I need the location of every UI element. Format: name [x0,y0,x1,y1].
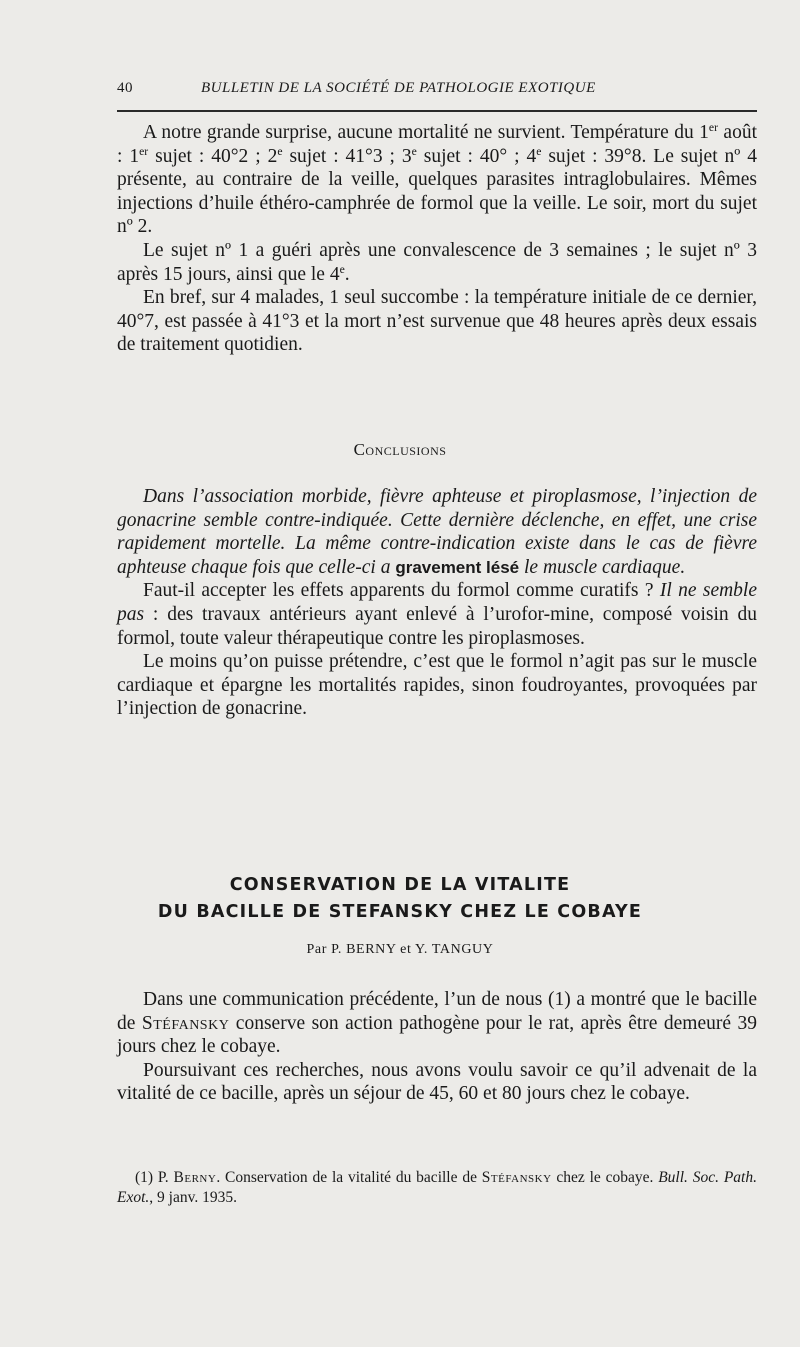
conclusions-heading: Conclusions [353,440,447,459]
intro-paragraph-3: En bref, sur 4 malades, 1 seul succombe : la température initiale de ce dernier, 40°7, est passée à 41°3 et la mort n’est survenue que 48 heures après deux essais de traitement quotidien. [117,287,757,356]
conclusions-paragraph-2: Faut-il accepter les effets apparents du formol comme curatifs ? Il ne semble pas : des travaux antérieurs ayant enlevé à l’urofor-mine, composé voisin du formol, toute valeur thérapeutique contre les piroplasmoses. [117,580,758,649]
article-paragraph-2: Poursuivant ces recherches, nous avons voulu savoir ce qu’il advenait de la vitalité de ce bacille, après un séjour de 45, 60 et 80 jours chez le cobaye. [117,1059,757,1105]
footnote [117,1168,757,1208]
page-number: 40 [117,80,133,96]
intro-section [117,121,757,357]
intro-paragraph-2: Le sujet nº 1 a guéri après une convalescence de 3 semaines ; le sujet nº 3 après 15 jours, ainsi que le 4e. [117,239,757,285]
article-title-line-1: CONSERVATION DE LA VITALITE [229,875,571,895]
article-paragraph-1: Dans une communication précédente, l’un de nous (1) a montré que le bacille de Stéfansky conserve son action pathogène pour le rat, après être demeuré 39 jours chez le cobaye. [117,989,757,1058]
running-header [117,80,757,106]
article-title-line-2: DU BACILLE DE STEFANSKY CHEZ LE COBAYE [157,902,643,922]
conclusions-paragraph-3: Le moins qu’on puisse prétendre, c’est que le formol n’agit pas sur le muscle cardiaque et épargne les mortalités rapides, sinon foudroyantes, provoquées par l’injection de gonacrine. [117,651,757,720]
header-rule [117,110,757,112]
emphasis-bold: gravement lésé [395,557,520,577]
article-body [117,988,757,1106]
footnote-text: (1) P. Berny. Conservation de la vitalité du bacille de Stéfansky chez le cobaye. Bull. Soc. Path. Exot., 9 janv. 1935. [117,1169,757,1206]
article-title [0,872,800,926]
journal-title: BULLETIN DE LA SOCIÉTÉ DE PATHOLOGIE EXOTIQUE [201,80,596,96]
conclusions-section [117,485,757,721]
article-authors: Par P. BERNY et Y. TANGUY [306,942,494,957]
intro-paragraph-1: A notre grande surprise, aucune mortalité ne survient. Température du 1er août : 1er sujet : 40°2 ; 2e sujet : 41°3 ; 3e sujet : 40° ; 4e sujet : 39°8. Le sujet nº 4 présente, au contraire de la veille, quelques parasites intraglobulaires. Mêmes injections d’huile éthéro-camphrée de formol que la veille. Le soir, mort du sujet nº 2. [117,120,758,238]
conclusions-paragraph-1: Dans l’association morbide, fièvre aphteuse et piroplasmose, l’injection de gonacrine semble contre-indiquée. Cette dernière déclenche, en effet, une crise rapidement mortelle. La même contre-indication existe dans le cas de fièvre aphteuse chaque fois que celle-ci a gravement lésé le muscle cardiaque. [117,486,757,578]
